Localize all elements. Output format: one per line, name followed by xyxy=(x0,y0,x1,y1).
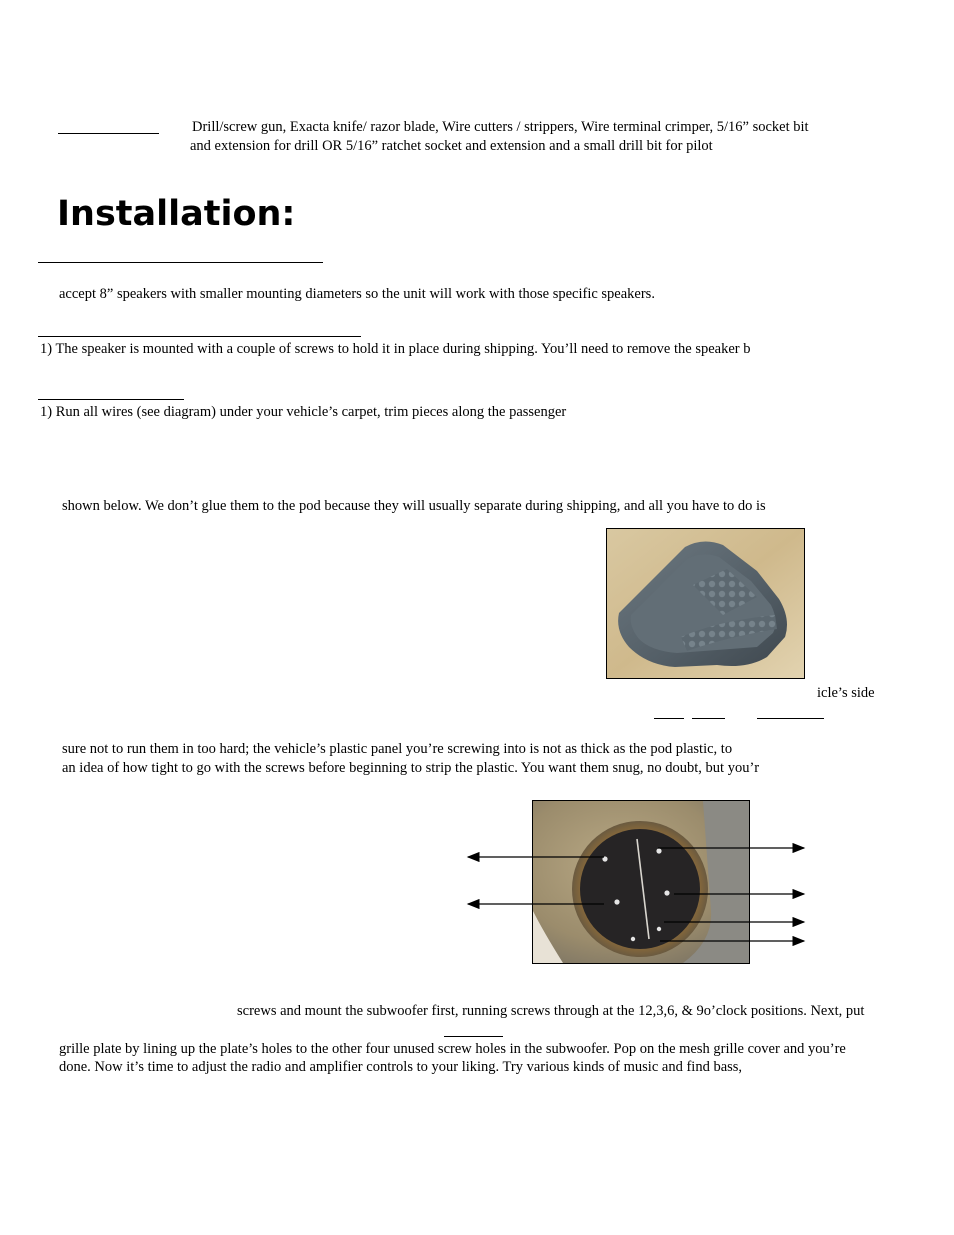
speaker-pod-photo xyxy=(606,528,805,679)
underline-short-4 xyxy=(444,1036,503,1037)
paragraph-accept: accept 8” speakers with smaller mounting diameters so the unit will work with those specific speakers. xyxy=(59,286,655,302)
tools-label-underline xyxy=(58,133,159,134)
side-fragment: icle’s side xyxy=(817,685,875,701)
paragraph-grille-line-2: done. Now it’s time to adjust the radio and amplifier controls to your liking. Try various kinds of music and find bass, xyxy=(59,1059,743,1075)
callout-arrows xyxy=(460,840,820,950)
underline-short-2 xyxy=(692,718,725,719)
speaker-pod-image xyxy=(607,529,804,678)
tools-line-2: and extension for drill OR 5/16” ratchet socket and extension and a small drill bit for pilot xyxy=(190,138,713,154)
paragraph-sure-line-1: sure not to run them in too hard; the vehicle’s plastic panel you’re screwing into is not as thick as the pod plastic, to xyxy=(62,741,733,757)
section-underline-1 xyxy=(38,262,323,263)
step-speaker: 1) The speaker is mounted with a couple of screws to hold it in place during shipping. You’ll need to remove the speaker b xyxy=(40,341,751,357)
paragraph-grille-line-1: grille plate by lining up the plate’s holes to the other four unused screw holes in the subwoofer. Pop on the mesh grille cover and you’re xyxy=(59,1041,846,1057)
section-underline-3 xyxy=(38,399,184,400)
step-wires: 1) Run all wires (see diagram) under your vehicle’s carpet, trim pieces along the passenger xyxy=(40,404,567,420)
paragraph-screws: screws and mount the subwoofer first, running screws through at the 12,3,6, & 9o’clock positions. Next, put xyxy=(237,1003,865,1019)
section-underline-2 xyxy=(38,336,361,337)
page-title: Installation: xyxy=(57,194,296,234)
paragraph-shown-below: shown below. We don’t glue them to the pod because they will usually separate during shipping, and all you have to do is xyxy=(62,498,766,514)
underline-short-1 xyxy=(654,718,684,719)
underline-short-3 xyxy=(757,718,824,719)
tools-line-1: Drill/screw gun, Exacta knife/ razor blade, Wire cutters / strippers, Wire terminal crimper, 5/16” socket bit xyxy=(192,119,809,135)
paragraph-sure-line-2: an idea of how tight to go with the screws before beginning to strip the plastic. You want them snug, no doubt, but you’r xyxy=(62,760,760,776)
